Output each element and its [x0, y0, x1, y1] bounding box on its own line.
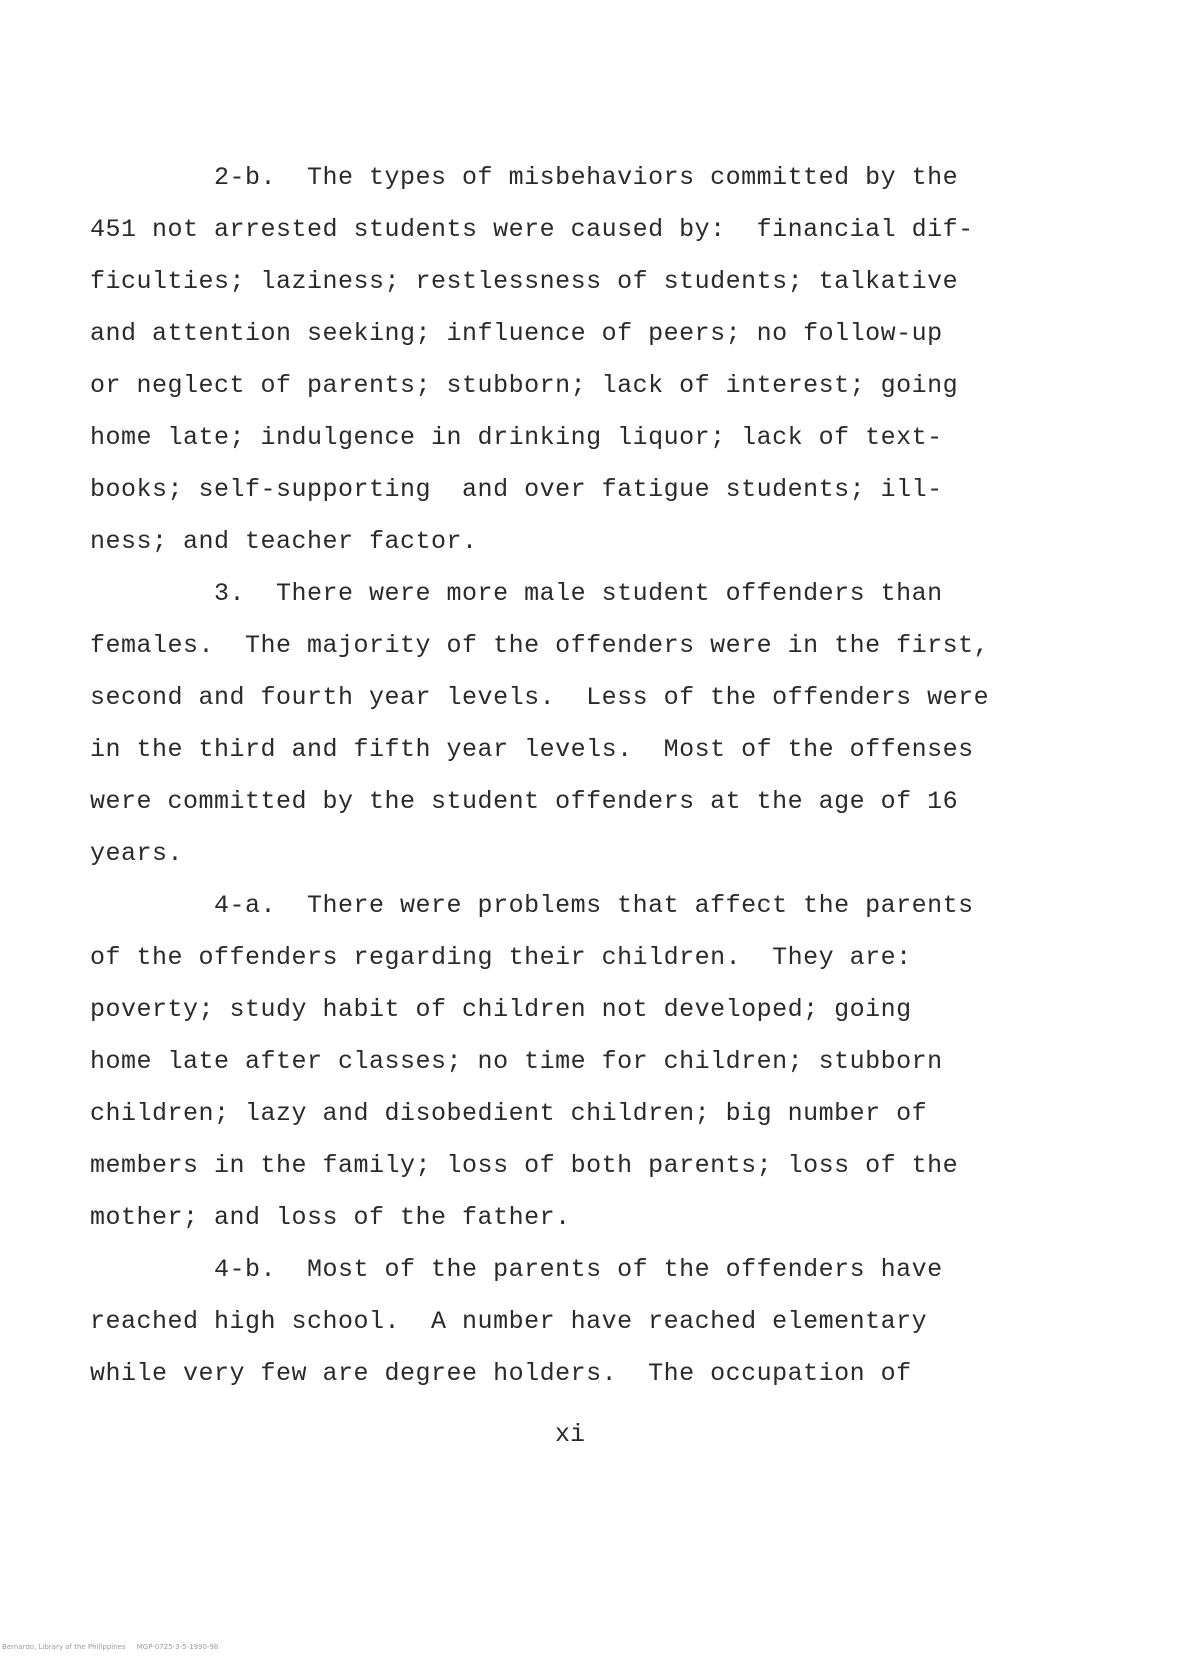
text-line: years.: [90, 839, 184, 868]
page-number: xi: [554, 1420, 585, 1449]
text-line: 4-b. Most of the parents of the offenders have: [90, 1255, 943, 1284]
body-text: [90, 152, 1050, 1400]
text-line: 451 not arrested students were caused by: financial dif-: [90, 215, 974, 244]
text-line: or neglect of parents; stubborn; lack of interest; going: [90, 371, 959, 400]
text-line: 2-b. The types of misbehaviors committed by the: [90, 163, 959, 192]
text-line: and attention seeking; influence of peers; no follow-up: [90, 319, 943, 348]
text-line: were committed by the student offenders at the age of 16: [90, 787, 959, 816]
text-line: children; lazy and disobedient children; big number of: [90, 1099, 928, 1128]
text-line: females. The majority of the offenders were in the first,: [90, 631, 990, 660]
text-line: while very few are degree holders. The occupation of: [90, 1359, 912, 1388]
footer-note: Bernardo, Library of the Philippines MGP-0725-3-5-1990-98: [2, 1643, 219, 1651]
text-line: books; self-supporting and over fatigue students; ill-: [90, 475, 943, 504]
text-line: ficulties; laziness; restlessness of students; talkative: [90, 267, 959, 296]
text-line: home late; indulgence in drinking liquor; lack of text-: [90, 423, 943, 452]
text-line: 4-a. There were problems that affect the parents: [90, 891, 974, 920]
text-line: of the offenders regarding their children. They are:: [90, 943, 912, 972]
text-line: reached high school. A number have reached elementary: [90, 1307, 928, 1336]
text-line: second and fourth year levels. Less of the offenders were: [90, 683, 990, 712]
text-line: 3. There were more male student offenders than: [90, 579, 943, 608]
text-line: ness; and teacher factor.: [90, 527, 478, 556]
text-line: mother; and loss of the father.: [90, 1203, 571, 1232]
text-line: members in the family; loss of both parents; loss of the: [90, 1151, 959, 1180]
text-line: in the third and fifth year levels. Most of the offenses: [90, 735, 974, 764]
text-line: home late after classes; no time for children; stubborn: [90, 1047, 943, 1076]
text-line: poverty; study habit of children not developed; going: [90, 995, 912, 1024]
